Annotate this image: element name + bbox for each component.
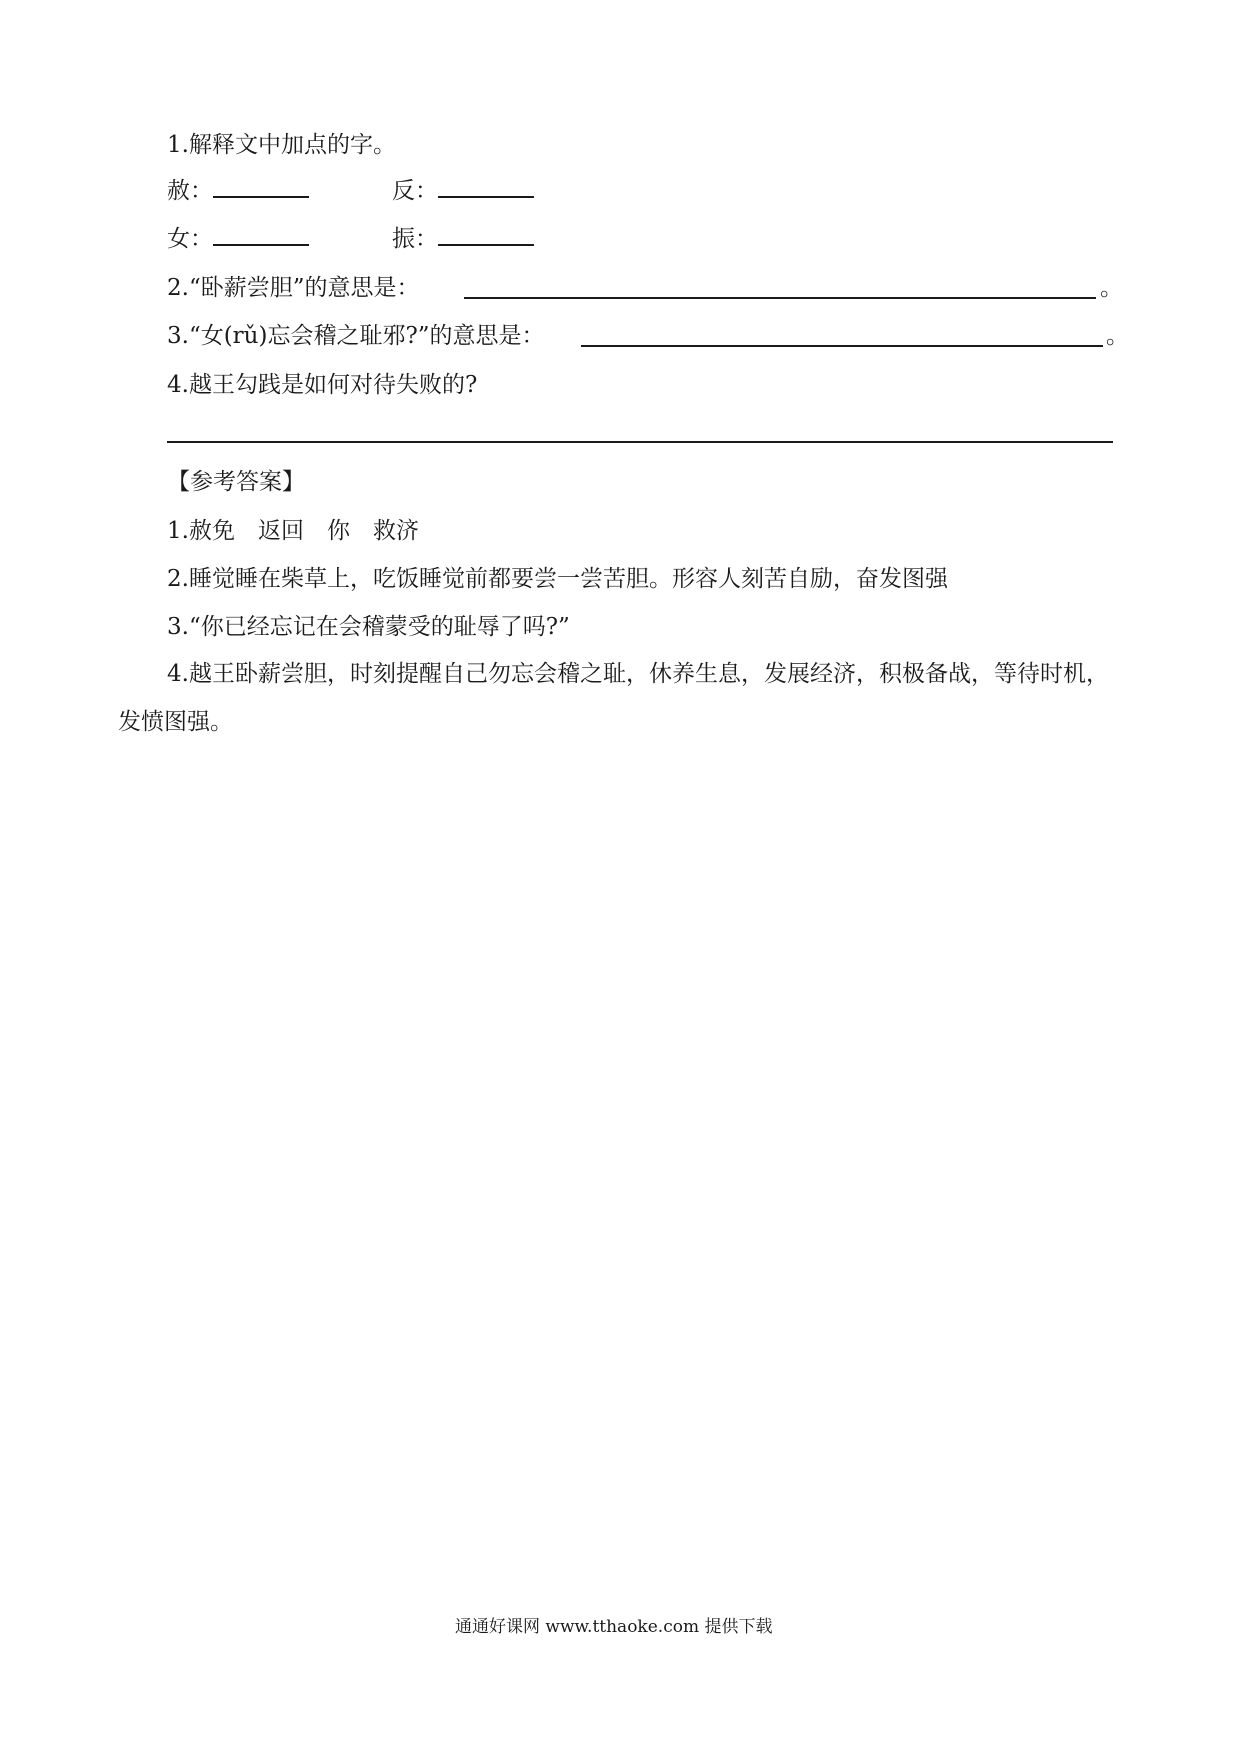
q1-item-she — [167, 176, 309, 206]
answer-line — [167, 441, 1113, 443]
answer-3: 3.“你已经忘记在会稽蒙受的耻辱了吗?” — [167, 614, 570, 640]
page-footer: 通通好课网 www.tthaoke.com 提供下载 — [455, 1617, 773, 1637]
answer-blank — [213, 176, 309, 198]
question-3 — [167, 321, 545, 351]
question-2 — [167, 273, 419, 303]
answer-blank — [213, 224, 309, 246]
q1-item-label: 振： — [392, 226, 438, 252]
q1-item-label: 赦： — [167, 178, 213, 204]
answer-2: 2.睡觉睡在柴草上，吃饭睡觉前都要尝一尝苦胆。形容人刻苦自励，奋发图强 — [167, 566, 948, 592]
answer-blank — [438, 176, 534, 198]
question-1-title: 1.解释文中加点的字。 — [167, 132, 396, 158]
q1-item-label: 反： — [392, 178, 438, 204]
answer-line — [581, 345, 1103, 347]
answer-blank — [438, 224, 534, 246]
question-4: 4.越王勾践是如何对待失败的? — [167, 372, 478, 398]
period: 。 — [1100, 275, 1123, 301]
answer-4: 4.越王卧薪尝胆，时刻提醒自己勿忘会稽之耻，休养生息，发展经济，积极备战，等待时机，发愤图强。 — [118, 661, 1109, 735]
q1-item-label: 女： — [167, 226, 213, 252]
answer-1: 1.赦免 返回 你 救济 — [167, 518, 419, 544]
question-3-text: 3.“女(rǔ)忘会稽之耻邪?”的意思是： — [167, 323, 545, 349]
period: 。 — [1106, 323, 1129, 349]
q1-item-fan — [392, 176, 534, 206]
answers-heading: 【参考答案】 — [167, 469, 305, 495]
q1-item-zhen — [392, 224, 534, 254]
answer-line — [464, 297, 1096, 299]
question-2-text: 2.“卧薪尝胆”的意思是： — [167, 275, 420, 301]
q1-item-nv — [167, 224, 309, 254]
